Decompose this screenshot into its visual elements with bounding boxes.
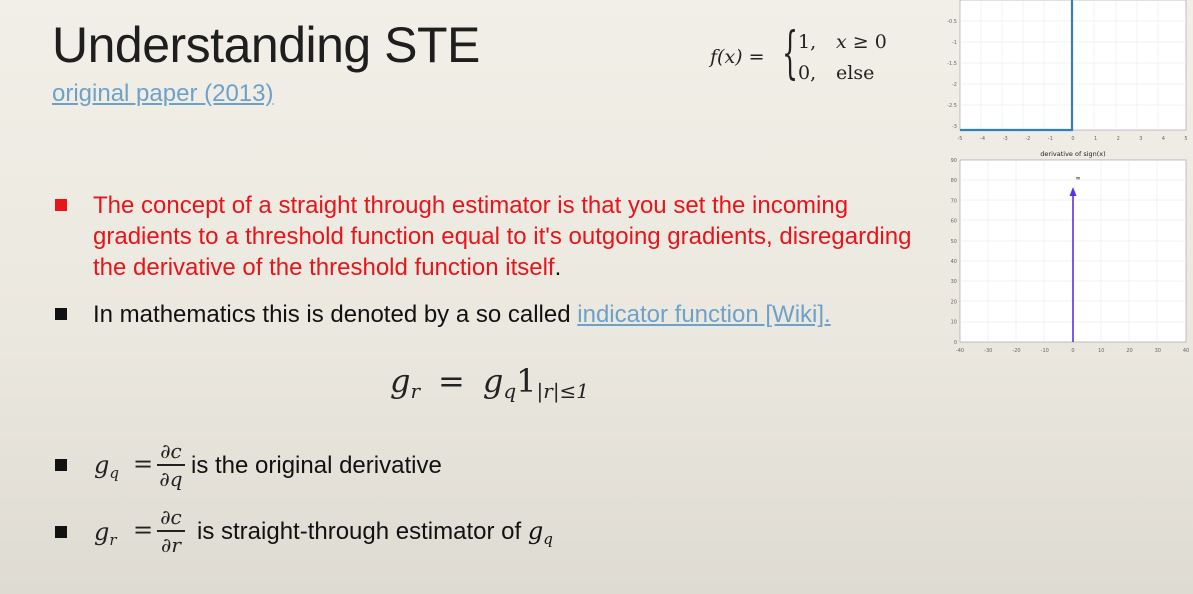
ste-concept-period: .: [554, 254, 562, 281]
case1-condition: [836, 31, 887, 53]
y-tick-label: 60: [950, 218, 957, 225]
y-tick-label: -2.5: [947, 103, 957, 109]
x-tick-label: 0: [1071, 348, 1075, 354]
gr-target-symbol: $g_q$: [527, 517, 553, 548]
y-tick-label: 90: [950, 158, 957, 164]
y-tick-label: -1.5: [947, 61, 957, 67]
ste-equation: [390, 362, 589, 403]
x-tick-label: 2: [1116, 136, 1120, 142]
gr-equals: =: [133, 516, 154, 544]
x-tick-label: 20: [1126, 348, 1133, 354]
ste-concept-text: The concept of a straight through estimator is that you set the incoming gradients to a threshold function equal to it's outgoing gradients, disregarding the derivative of the threshold function itself: [93, 192, 912, 281]
gq-denominator: ∂q: [159, 467, 183, 491]
gq-sub: q: [109, 464, 119, 482]
indicator-text: In mathematics this is denoted by a so called: [93, 301, 578, 328]
y-tick-label: 80: [950, 178, 957, 185]
eq-equals: =: [438, 362, 465, 400]
y-tick-label: -1: [952, 40, 957, 46]
gq-fraction: [157, 440, 185, 490]
x-tick-label: 0: [1071, 136, 1075, 142]
x-tick-label: 4: [1161, 136, 1165, 142]
y-tick-label: 10: [950, 319, 957, 326]
x-tick-label: 1: [1094, 136, 1098, 142]
gq-symbol: $g_q$: [94, 451, 119, 482]
case1-var: x: [836, 31, 847, 53]
gq-numerator: ∂c: [160, 439, 182, 463]
bullet-marker: [55, 308, 67, 320]
bullet-indicator: [93, 299, 933, 330]
eq-indicator-condition: |r|≤1: [536, 379, 590, 403]
eq-indicator-one: 1: [516, 362, 537, 400]
original-paper-link[interactable]: original paper (2013): [52, 80, 274, 107]
x-tick-label: -10: [1040, 348, 1049, 354]
x-tick-label: -40: [955, 348, 965, 354]
case2-value: 0,: [798, 62, 817, 84]
gr-sub: r: [109, 531, 117, 549]
x-tick-label: -4: [980, 136, 986, 142]
y-tick-label: -0.5: [947, 19, 957, 25]
eq-rhs-g: g: [482, 362, 504, 400]
gq-equals: =: [133, 450, 154, 478]
gq-description: is the original derivative: [191, 452, 442, 479]
x-tick-label: 40: [1182, 348, 1190, 354]
y-tick-label: 50: [950, 238, 957, 245]
case2-condition: else: [836, 62, 875, 84]
y-tick-label: 70: [950, 198, 957, 205]
eq-rhs-sub: q: [503, 379, 517, 403]
x-tick-label: -1: [1047, 136, 1053, 142]
bullet-marker: [55, 199, 67, 211]
y-tick-label: 0: [953, 339, 957, 346]
x-tick-label: 3: [1139, 136, 1143, 142]
x-tick-label: -2: [1025, 136, 1031, 142]
derivative-plot: [940, 146, 1193, 358]
slide-title: Understanding STE: [52, 17, 480, 73]
gr-symbol: $g_r$: [94, 518, 117, 549]
gr-fraction: [157, 506, 185, 556]
x-tick-label: -20: [1012, 348, 1021, 354]
eq-lhs-sub: r: [410, 379, 421, 403]
gr-denominator: ∂r: [161, 533, 181, 557]
x-tick-label: 30: [1154, 348, 1161, 354]
left-brace: {: [782, 21, 799, 86]
fraction-bar: [157, 464, 185, 466]
x-tick-label: -30: [984, 348, 993, 354]
gr-description: is straight-through estimator of $g_q$: [197, 517, 553, 548]
y-tick-label: 40: [950, 259, 957, 265]
fraction-bar: [157, 530, 185, 532]
bullet-marker: [55, 526, 67, 538]
derivative-plot-title: derivative of sign(x): [1040, 150, 1106, 158]
step-function-plot: [940, 0, 1193, 148]
case1-op: ≥ 0: [852, 31, 887, 53]
gr-numerator: ∂c: [160, 505, 182, 529]
x-tick-label: -3: [1002, 136, 1008, 142]
x-tick-label: -5: [957, 136, 963, 142]
fx-equals: =: [748, 46, 765, 68]
infinity-label: ∞: [1075, 174, 1081, 182]
case1-value: 1,: [798, 31, 817, 53]
eq-lhs-g: g: [390, 362, 411, 400]
indicator-function-wiki-link[interactable]: indicator function [Wiki].: [577, 301, 831, 328]
y-tick-label: -2: [952, 82, 957, 88]
x-tick-label: 5: [1184, 136, 1188, 142]
y-tick-label: 30: [950, 279, 957, 286]
x-tick-label: 10: [1098, 348, 1105, 354]
y-tick-label: -3: [952, 124, 957, 130]
fx-lhs: f(x): [710, 46, 743, 68]
y-tick-label: 20: [950, 299, 957, 306]
bullet-marker: [55, 459, 67, 471]
bullet-ste-concept: [93, 190, 923, 283]
